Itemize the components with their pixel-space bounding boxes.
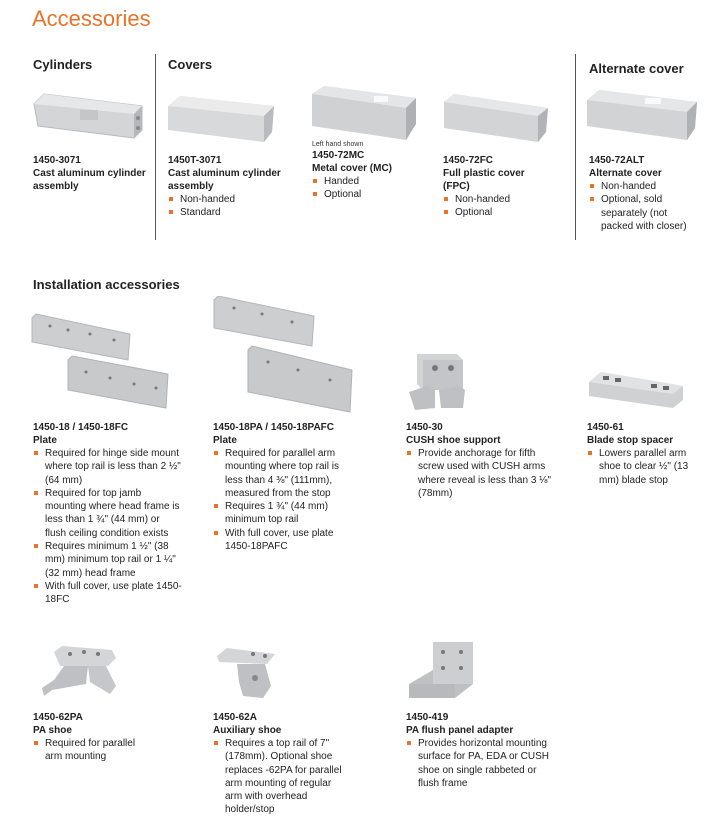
part-number: 1450-72FC [443,155,494,166]
part-description: Full plastic cover (FPC) [443,168,525,192]
part-description: Alternate cover [589,168,662,179]
part-number: 1450-61 [587,422,624,433]
part-number: 1450-72MC [312,150,365,161]
part-number: 1450-3071 [33,155,81,166]
part-description: Cast aluminum cylinder assembly [33,168,146,192]
cylinder-assembly-image [164,90,284,148]
bullet-item: Standard [168,206,288,219]
part-number: 1450-62A [213,712,257,723]
bullet-item: With full cover, use plate 1450-18FC [33,580,183,607]
bullet-item: Non-handed [168,193,288,206]
blade-stop-spacer-image [585,368,689,412]
pa-shoe-image [40,644,120,700]
divider [155,54,156,240]
section-installation: Installation accessories [33,277,180,292]
alternate-cover-image [583,88,703,146]
bullet-item: Requires 1 ¾" (44 mm) minimum top rail [213,500,355,527]
plastic-cover-image [440,90,552,146]
bullet-item: Requires a top rail of 7" (178mm). Optional shoe replaces -62PA for parallel arm mounting of regular arm with overhead holder/stop [213,737,348,817]
cylinder-image [30,86,150,146]
part-description: Auxiliary shoe [213,725,282,736]
section-cylinders: Cylinders [33,57,93,72]
part-number: 1450-18PA / 1450-18PAFC [213,422,334,433]
part-number: 1450T-3071 [168,155,222,166]
bullet-item: Lowers parallel arm shoe to clear ½" (13 mm) blade stop [587,447,697,487]
bullet-item: Required for parallel arm mounting where top rail is less than 4 ⅜" (111mm), measured from the stop [213,447,355,500]
bullet-item: Handed [312,175,432,188]
bullet-item: With full cover, use plate 1450-18PAFC [213,527,355,554]
part-description: Cast aluminum cylinder assembly [168,168,281,192]
auxiliary-shoe-image [213,646,279,702]
bullet-item: Non-handed [589,180,701,193]
part-number: 1450-419 [406,712,449,723]
section-covers: Covers [168,57,213,72]
bullet-item: Required for top jamb mounting where head frame is less than 1 ¾" (44 mm) or flush ceiling condition exists [33,487,183,540]
part-description: Blade stop spacer [587,435,674,446]
bullet-item: Provides horizontal mounting surface for PA, EDA or CUSH shoe on single rabbeted or flush frame [406,737,556,790]
divider [575,54,576,240]
part-number: 1450-62PA [33,712,83,723]
part-number: 1450-72ALT [589,155,645,166]
part-description: Plate [213,435,237,446]
cush-shoe-support-image [405,350,469,412]
part-description: PA shoe [33,725,72,736]
bullet-item: Required for parallel arm mounting [33,737,153,764]
section-alternate-cover: Alternate cover [589,61,684,76]
part-description: PA flush panel adapter [406,725,514,736]
part-number: 1450-30 [406,422,443,433]
part-number: 1450-18 / 1450-18FC [33,422,129,433]
plate-18-image [30,312,180,412]
bullet-item: Required for hinge side mount where top rail is less than 2 ½" (64 mm) [33,447,183,487]
bullet-item: Optional [443,206,543,219]
bullet-item: Provide anchorage for fifth screw used with CUSH arms where reveal is less than 3 ⅛" (78mm) [406,447,556,500]
metal-cover-image [308,84,420,144]
part-description: Metal cover (MC) [312,163,393,174]
bullet-item: Requires minimum 1 ½" (38 mm) minimum top rail or 1 ¼" (32 mm) head frame [33,540,183,580]
bullet-item: Optional, sold separately (not packed with closer) [589,193,701,233]
bullet-item: Optional [312,188,432,201]
part-description: CUSH shoe support [406,435,501,446]
page-title: Accessories [32,6,151,31]
pa-flush-panel-adapter-image [407,640,479,700]
part-description: Plate [33,435,57,446]
image-note: Left hand shown [312,141,364,148]
bullet-item: Non-handed [443,193,543,206]
plate-18pa-image [212,296,357,414]
